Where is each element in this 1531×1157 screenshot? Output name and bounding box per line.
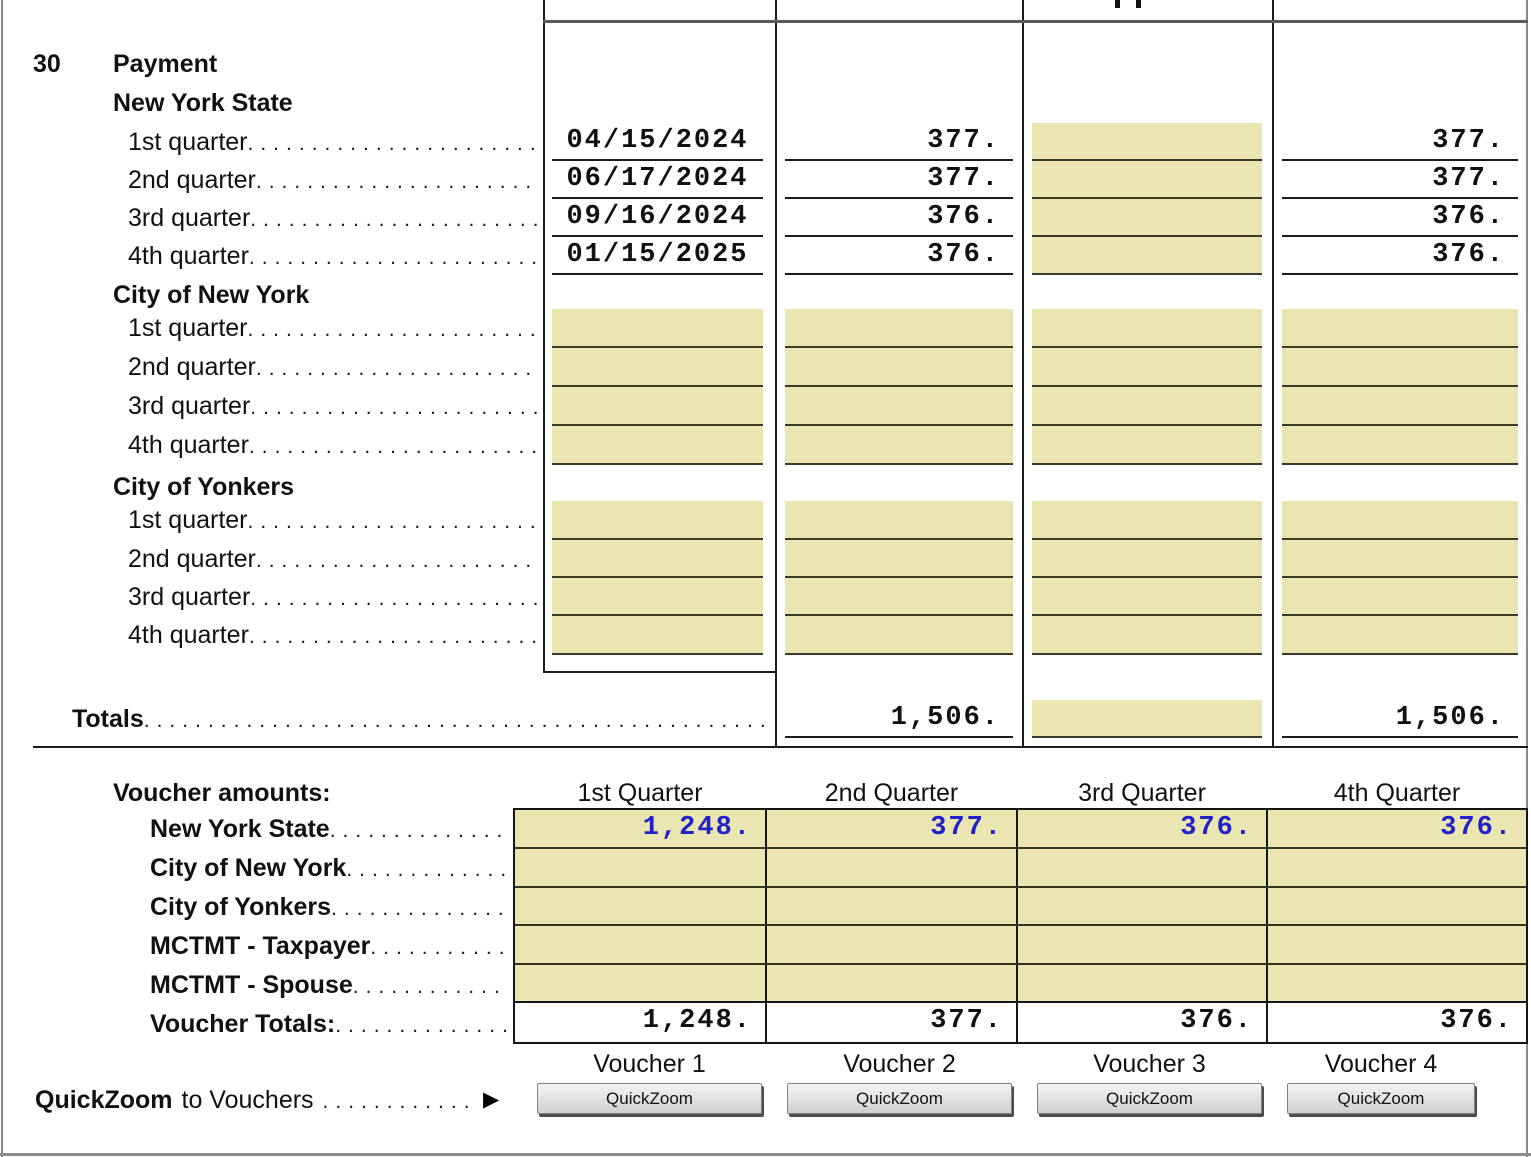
yonkers-q3-total-field[interactable] — [1282, 578, 1518, 616]
nys-q1-row-label — [128, 123, 537, 161]
voucher-nys-q4-field[interactable]: 376. — [1266, 810, 1526, 847]
cny-q3-row-label — [128, 387, 537, 426]
cny-q3-amount-field[interactable] — [785, 387, 1013, 426]
yonkers-q1-date-field[interactable] — [552, 501, 763, 540]
voucher-q2-header: 2nd Quarter — [824, 779, 959, 807]
voucher-nys-q2-field[interactable]: 377. — [765, 810, 1016, 847]
nys-q4-date-field: 01/15/2025 — [552, 237, 763, 275]
voucher-row-mctmt-taxpayer — [515, 924, 1526, 963]
nys-q2-date-field: 06/17/2024 — [552, 161, 763, 199]
nys-q2-row-label — [128, 161, 537, 199]
voucher-nys-q3-field[interactable]: 376. — [1016, 810, 1266, 847]
yonkers-q2-row-label — [128, 540, 537, 578]
row-label-text: 3rd quarter — [128, 204, 251, 232]
cny-q1-date-field[interactable] — [552, 309, 763, 348]
dot-leader — [248, 310, 537, 348]
voucher-row-mctmt-spouse — [515, 963, 1526, 1002]
row-label-text: 3rd quarter — [128, 392, 251, 420]
yonkers-q2-total-field[interactable] — [1282, 540, 1518, 578]
row-label-text: 3rd quarter — [128, 583, 251, 611]
cny-q4-date-field[interactable] — [552, 426, 763, 465]
voucher-amounts-heading: Voucher amounts: — [113, 779, 331, 807]
voucher-yonkers-q4-field[interactable] — [1266, 888, 1526, 925]
nys-q1-date-field: 04/15/2024 — [552, 123, 763, 161]
row-label-text: 4th quarter — [128, 621, 249, 649]
nys-q2-total-field: 377. — [1282, 161, 1518, 199]
quickzoom-button-voucher-4[interactable]: QuickZoom — [1287, 1083, 1475, 1114]
voucher-mctmt-taxpayer-q2-field[interactable] — [765, 926, 1016, 963]
row-label-text: City of New York — [150, 854, 347, 882]
voucher-mctmt-taxpayer-q3-field[interactable] — [1016, 926, 1266, 963]
voucher-cny-q2-field[interactable] — [765, 849, 1016, 886]
voucher-row-label-nys — [150, 810, 508, 849]
dot-leader — [330, 811, 508, 849]
dot-leader — [353, 967, 508, 1005]
row-label-text: Voucher Totals: — [150, 1010, 336, 1038]
dot-leader — [249, 427, 537, 465]
totals-amount-field: 1,506. — [785, 700, 1013, 738]
nys-q3-row-label — [128, 199, 537, 237]
dot-leader — [250, 201, 537, 237]
nys-q4-row-label — [128, 237, 537, 275]
cny-q4-amount-field[interactable] — [785, 426, 1013, 465]
row-label-text: 1st quarter — [128, 506, 248, 534]
nys-q2-applied-field[interactable] — [1032, 161, 1262, 199]
dot-leader — [249, 617, 537, 655]
nys-q3-total-field: 376. — [1282, 199, 1518, 237]
cny-q4-row-label — [128, 426, 537, 465]
yonkers-q4-row-label — [128, 616, 537, 655]
nys-group-heading: New York State — [113, 89, 293, 117]
voucher-nys-q1-field[interactable]: 1,248. — [642, 813, 752, 843]
yonkers-q4-amount-field[interactable] — [785, 616, 1013, 655]
yonkers-q3-date-field[interactable] — [552, 578, 763, 616]
voucher-cny-q4-field[interactable] — [1266, 849, 1526, 886]
voucher-mctmt-spouse-q3-field[interactable] — [1016, 965, 1266, 1002]
dot-leader — [335, 1006, 508, 1044]
totals-label-text: Totals — [72, 705, 144, 733]
quickzoom-button-voucher-3[interactable]: QuickZoom — [1037, 1083, 1262, 1114]
voucher-totals-row — [515, 1001, 1526, 1042]
voucher-q3-header: 3rd Quarter — [1078, 779, 1206, 807]
row-label-text: 4th quarter — [128, 242, 249, 270]
voucher-row-label-cny — [150, 849, 508, 888]
row-label-text: MCTMT - Spouse — [150, 971, 353, 999]
yonkers-group-heading: City of Yonkers — [113, 473, 295, 501]
clipped-header-text-fragment — [1136, 0, 1141, 8]
quickzoom-label-bold: QuickZoom — [35, 1086, 173, 1114]
cny-q2-date-field[interactable] — [552, 348, 763, 387]
nys-q3-date-field: 09/16/2024 — [552, 199, 763, 237]
clipped-header-text-fragment — [1115, 0, 1120, 8]
cny-q2-applied-field[interactable] — [1032, 348, 1262, 387]
dot-leader — [346, 850, 508, 888]
cny-q4-applied-field[interactable] — [1032, 426, 1262, 465]
yonkers-q2-applied-field[interactable] — [1032, 540, 1262, 578]
nys-q4-applied-field[interactable] — [1032, 237, 1262, 275]
voucher-cny-q1-field[interactable] — [515, 849, 765, 886]
cny-q1-row-label — [128, 309, 537, 348]
yonkers-q2-date-field[interactable] — [552, 540, 763, 578]
voucher-mctmt-taxpayer-q1-field[interactable] — [515, 926, 765, 963]
row-label-text: MCTMT - Taxpayer — [150, 932, 371, 960]
voucher-amounts-grid — [513, 808, 1528, 1044]
nys-q2-amount-field: 377. — [785, 161, 1013, 199]
yonkers-q3-amount-field[interactable] — [785, 578, 1013, 616]
line-number: 30 — [33, 50, 61, 78]
row-label-text: City of Yonkers — [150, 893, 332, 921]
table-column-border — [1272, 0, 1274, 748]
voucher-yonkers-q1-field[interactable] — [515, 888, 765, 925]
dot-leader — [323, 1087, 475, 1115]
cny-group-heading: City of New York — [113, 281, 310, 309]
voucher-1-label: Voucher 1 — [593, 1050, 706, 1078]
voucher-totals-label — [150, 1005, 508, 1044]
row-label-text: 2nd quarter — [128, 353, 256, 381]
voucher-total-q4-value: 376. — [1266, 1003, 1526, 1042]
row-label-text: 2nd quarter — [128, 166, 256, 194]
dot-leader — [250, 580, 537, 616]
cny-q2-amount-field[interactable] — [785, 348, 1013, 387]
yonkers-q3-row-label — [128, 578, 537, 616]
voucher-row-nys — [515, 810, 1526, 847]
totals-total-field: 1,506. — [1282, 700, 1518, 738]
quickzoom-label-rest: to Vouchers — [181, 1086, 314, 1114]
dot-leader — [248, 502, 537, 540]
yonkers-q1-amount-field[interactable] — [785, 501, 1013, 540]
page-bottom-border — [0, 1153, 1531, 1156]
voucher-3-label: Voucher 3 — [1093, 1050, 1206, 1078]
voucher-mctmt-spouse-q2-field[interactable] — [765, 965, 1016, 1002]
dot-leader — [370, 928, 508, 966]
yonkers-q2-amount-field[interactable] — [785, 540, 1013, 578]
yonkers-q1-row-label — [128, 501, 537, 540]
voucher-total-q3-value: 376. — [1016, 1003, 1266, 1042]
voucher-mctmt-taxpayer-q4-field[interactable] — [1266, 926, 1526, 963]
table-header-separator — [543, 20, 1528, 23]
quickzoom-to-vouchers-label — [35, 1085, 475, 1115]
page-left-border — [1, 0, 3, 1157]
voucher-row-label-mctmt-spouse — [150, 966, 508, 1005]
nys-q1-total-field: 377. — [1282, 123, 1518, 161]
yonkers-q4-applied-field[interactable] — [1032, 616, 1262, 655]
yonkers-q4-total-field[interactable] — [1282, 616, 1518, 655]
cny-q4-total-field[interactable] — [1282, 426, 1518, 465]
voucher-4-label: Voucher 4 — [1324, 1050, 1438, 1078]
nys-q1-applied-field[interactable] — [1032, 123, 1262, 161]
dot-leader — [250, 388, 537, 426]
totals-separator-line — [33, 746, 1528, 748]
cny-q1-applied-field[interactable] — [1032, 309, 1262, 348]
nys-q3-applied-field[interactable] — [1032, 199, 1262, 237]
dot-leader — [256, 163, 537, 199]
quickzoom-arrow-icon: ▶ — [483, 1088, 500, 1111]
totals-applied-field[interactable] — [1032, 700, 1262, 738]
cny-q1-total-field[interactable] — [1282, 309, 1518, 348]
cny-q3-date-field[interactable] — [552, 387, 763, 426]
cny-q2-total-field[interactable] — [1282, 348, 1518, 387]
yonkers-q3-applied-field[interactable] — [1032, 578, 1262, 616]
dot-leader — [331, 889, 508, 927]
voucher-row-cny — [515, 847, 1526, 886]
cny-q3-total-field[interactable] — [1282, 387, 1518, 426]
nys-q4-total-field: 376. — [1282, 237, 1518, 275]
cny-q3-applied-field[interactable] — [1032, 387, 1262, 426]
voucher-total-q2-value: 377. — [765, 1003, 1016, 1042]
voucher-q1-header: 1st Quarter — [577, 779, 703, 807]
totals-row-label — [72, 700, 765, 738]
row-label-text: 4th quarter — [128, 431, 249, 459]
nys-q4-amount-field: 376. — [785, 237, 1013, 275]
cny-q1-amount-field[interactable] — [785, 309, 1013, 348]
voucher-yonkers-q2-field[interactable] — [765, 888, 1016, 925]
voucher-q4-header: 4th Quarter — [1333, 779, 1461, 807]
dot-leader — [249, 239, 537, 275]
dot-leader — [256, 542, 537, 578]
voucher-2-label: Voucher 2 — [843, 1050, 956, 1078]
quickzoom-button-voucher-1[interactable]: QuickZoom — [537, 1083, 762, 1114]
voucher-total-q1-value: 1,248. — [642, 1006, 752, 1036]
voucher-row-label-yonkers — [150, 888, 508, 927]
dot-leader — [144, 702, 765, 738]
voucher-cny-q3-field[interactable] — [1016, 849, 1266, 886]
dot-leader — [248, 125, 537, 161]
row-label-text: 1st quarter — [128, 128, 248, 156]
section-title: Payment — [113, 50, 218, 78]
voucher-row-yonkers — [515, 886, 1526, 925]
voucher-yonkers-q3-field[interactable] — [1016, 888, 1266, 925]
yonkers-q4-date-field[interactable] — [552, 616, 763, 655]
cny-q2-row-label — [128, 348, 537, 387]
row-label-text: 2nd quarter — [128, 545, 256, 573]
row-label-text: New York State — [150, 815, 330, 843]
date-column-bottom-border — [543, 671, 777, 673]
yonkers-q1-total-field[interactable] — [1282, 501, 1518, 540]
row-label-text: 1st quarter — [128, 314, 248, 342]
voucher-mctmt-spouse-q1-field[interactable] — [515, 965, 765, 1002]
yonkers-q1-applied-field[interactable] — [1032, 501, 1262, 540]
table-column-border — [543, 0, 545, 673]
nys-q3-amount-field: 376. — [785, 199, 1013, 237]
nys-q1-amount-field: 377. — [785, 123, 1013, 161]
voucher-mctmt-spouse-q4-field[interactable] — [1266, 965, 1526, 1002]
table-column-border — [775, 0, 777, 748]
voucher-row-label-mctmt-taxpayer — [150, 927, 508, 966]
quickzoom-button-voucher-2[interactable]: QuickZoom — [787, 1083, 1012, 1114]
table-column-border — [1022, 0, 1024, 748]
dot-leader — [256, 349, 537, 387]
